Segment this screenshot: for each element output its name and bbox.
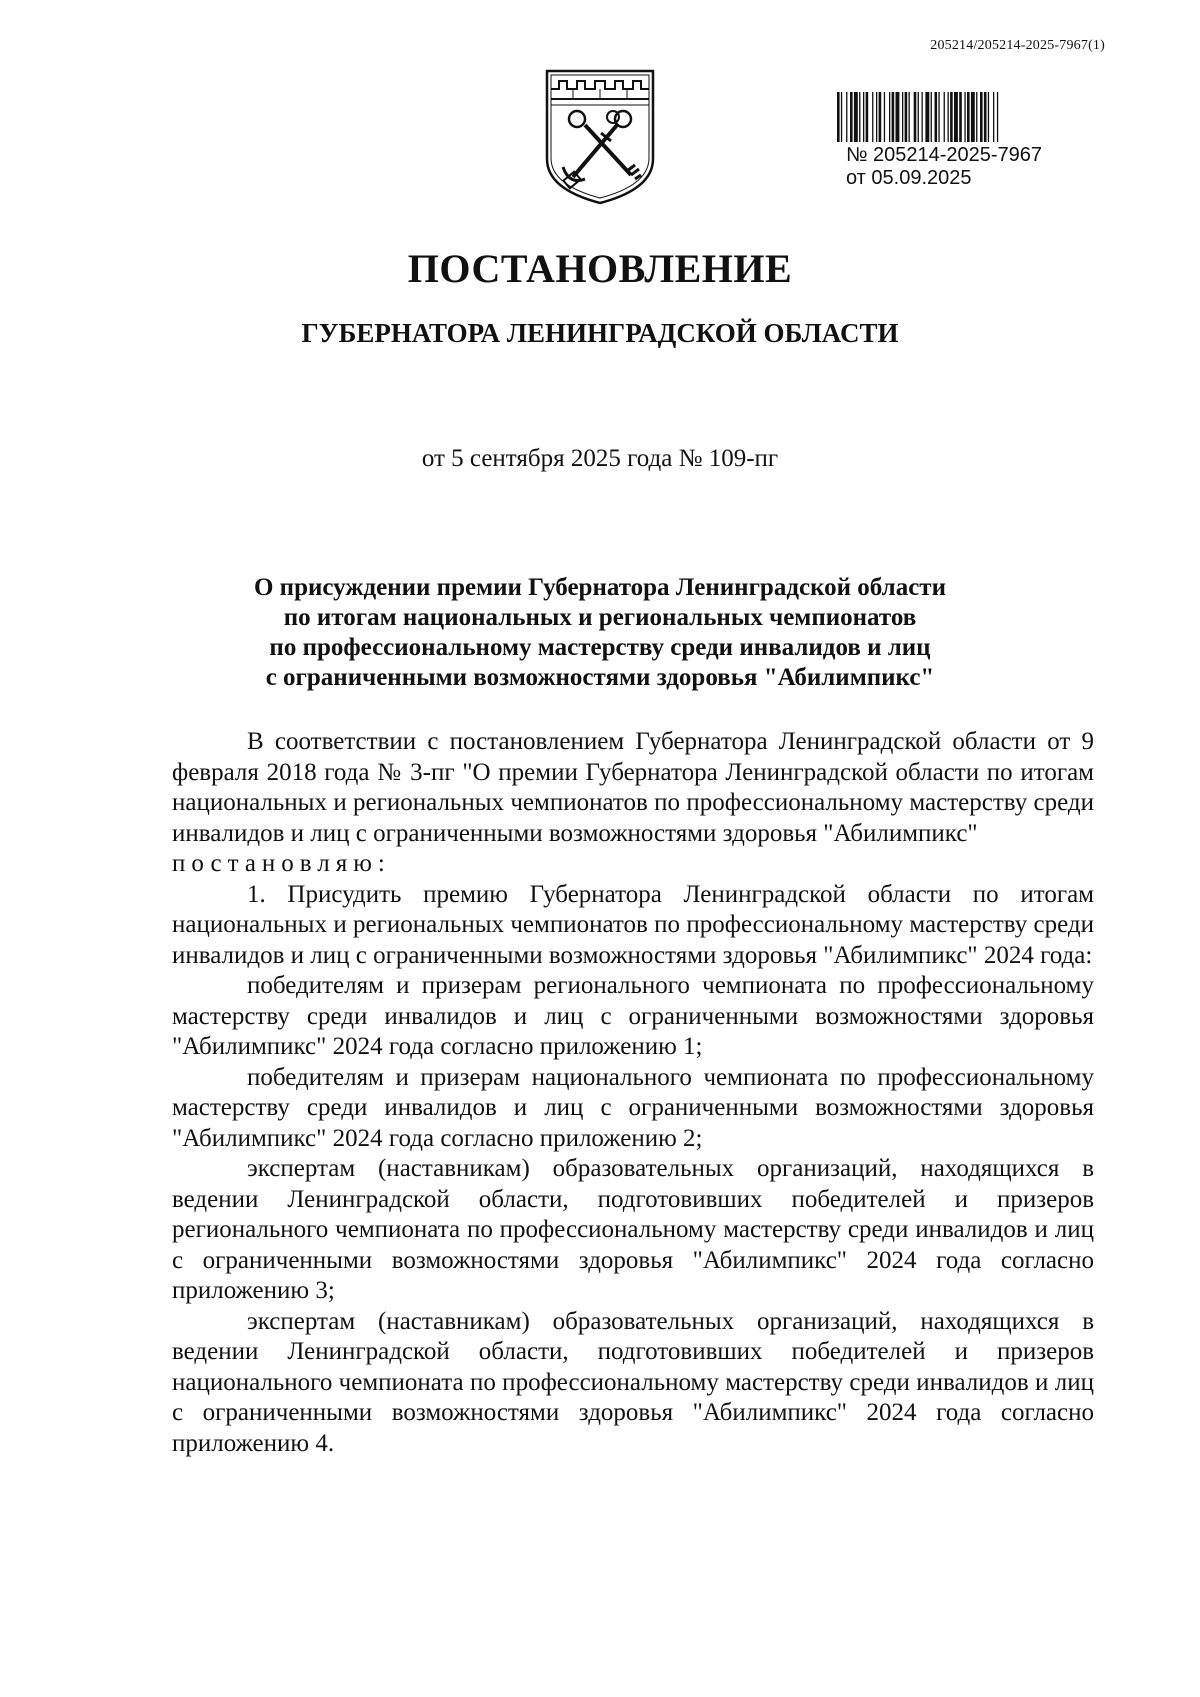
barcode-bar: [854, 92, 858, 142]
barcode-bar: [863, 92, 864, 142]
decree-word: постановляю:: [172, 850, 391, 877]
sub-item-3: экспертам (наставникам) образовательных организаций, находящихся в ведении Ленинградской области, подготовивших победителей и призеров регионального чемпионата по профессиональному мастерству среди инвалидов и лиц с ограниченными возможностями здоровья "Абилимпикс" 2024 года согласно приложению 3;: [172, 1155, 1094, 1304]
barcode-bar: [837, 92, 840, 142]
sub-item-2: победителям и призерам национального чемпионата по профессиональному мастерству среди инвалидов и лиц с ограниченными возможностями здоровья "Абилимпикс" 2024 года согласно приложению 2;: [172, 1063, 1094, 1152]
barcode-bar: [944, 92, 945, 142]
barcode-bar: [892, 92, 895, 142]
barcode-bar: [914, 92, 917, 142]
coat-of-arms-icon: [543, 67, 657, 207]
barcode-bar: [922, 92, 923, 142]
barcode-bar: [872, 92, 873, 142]
barcode-bar: [988, 92, 989, 142]
barcode-bar: [935, 92, 938, 142]
barcode-bar: [971, 92, 975, 142]
barcode-bar: [918, 92, 919, 142]
barcode-bar: [905, 92, 908, 142]
barcode-bar: [993, 92, 994, 142]
registration-block: [846, 144, 1042, 190]
barcode-bar: [884, 92, 885, 142]
barcode-bar: [997, 92, 998, 142]
barcode-bar: [846, 92, 847, 142]
registration-date: от 05.09.2025: [846, 167, 972, 189]
barcode-bar: [984, 92, 987, 142]
barcode-bar: [909, 92, 910, 142]
preamble-paragraph: В соответствии с постановлением Губернатора Ленинградской области от 9 февраля 2018 года № 3-пг "О премии Губернатора Ленинградской области по итогам национальных и региональных чемпионатов по профессиональному мастерству среди инвалидов и лиц с ограниченными возможностями здоровья "Абилимпикс": [172, 728, 1094, 847]
document-id: 205214/205214-2025-7967(1): [930, 38, 1105, 53]
barcode-bar: [841, 92, 842, 142]
barcode-bar: [876, 92, 877, 142]
barcode-bar: [954, 92, 958, 142]
heading-line: по профессиональному мастерству среди инвалидов и лиц: [269, 634, 931, 661]
barcode-bar: [976, 92, 977, 142]
sub-item-4: экспертам (наставникам) образовательных организаций, находящихся в ведении Ленинградской области, подготовивших победителей и призеров национального чемпионата по профессиональному мастерству среди инвалидов и лиц с ограниченными возможностями здоровья "Абилимпикс" 2024 года согласно приложению 4.: [172, 1307, 1094, 1457]
barcode-bar: [896, 92, 900, 142]
decree-body: [172, 727, 1094, 1459]
document-title: ПОСТАНОВЛЕНИЕ: [407, 246, 793, 291]
barcode-bar: [959, 92, 962, 142]
barcode-bar: [938, 92, 939, 142]
barcode-bar: [889, 92, 890, 142]
barcode-bar: [964, 92, 965, 142]
item-1-paragraph: 1. Присудить премию Губернатора Ленинградской области по итогам национальных и региональных чемпионатов по профессиональному мастерству среди инвалидов и лиц с ограниченными возможностями здоровья "Абилимпикс" 2024 года:: [172, 880, 1094, 969]
barcode-bar: [925, 92, 929, 142]
barcode-bar: [902, 92, 903, 142]
barcode-bar: [866, 92, 869, 142]
document-subtitle: ГУБЕРНАТОРА ЛЕНИНГРАДСКОЙ ОБЛАСТИ: [301, 318, 899, 348]
barcode-bar: [850, 92, 853, 142]
barcode-bar: [980, 92, 983, 142]
heading-line: с ограниченными возможностями здоровья "Абилимпикс": [265, 664, 935, 691]
barcode-bar: [948, 92, 949, 142]
registration-number: № 205214-2025-7967: [846, 144, 1043, 166]
heading-line: О присуждении премии Губернатора Ленинградской области: [253, 574, 946, 601]
barcode-bar: [859, 92, 860, 142]
barcode-bar: [931, 92, 932, 142]
barcode-bar: [967, 92, 970, 142]
decree-date-number: от 5 сентября 2025 года № 109-пг: [421, 445, 779, 472]
sub-item-1: победителям и призерам регионального чемпионата по профессиональному мастерству среди инвалидов и лиц с ограниченными возможностями здоровья "Абилимпикс" 2024 года согласно приложению 1;: [172, 972, 1094, 1060]
barcode-bar: [879, 92, 882, 142]
barcode-icon: [835, 92, 1090, 142]
heading-line: по итогам национальных и региональных чемпионатов: [283, 604, 917, 631]
barcode-bar: [950, 92, 953, 142]
decree-heading: [170, 573, 1030, 693]
